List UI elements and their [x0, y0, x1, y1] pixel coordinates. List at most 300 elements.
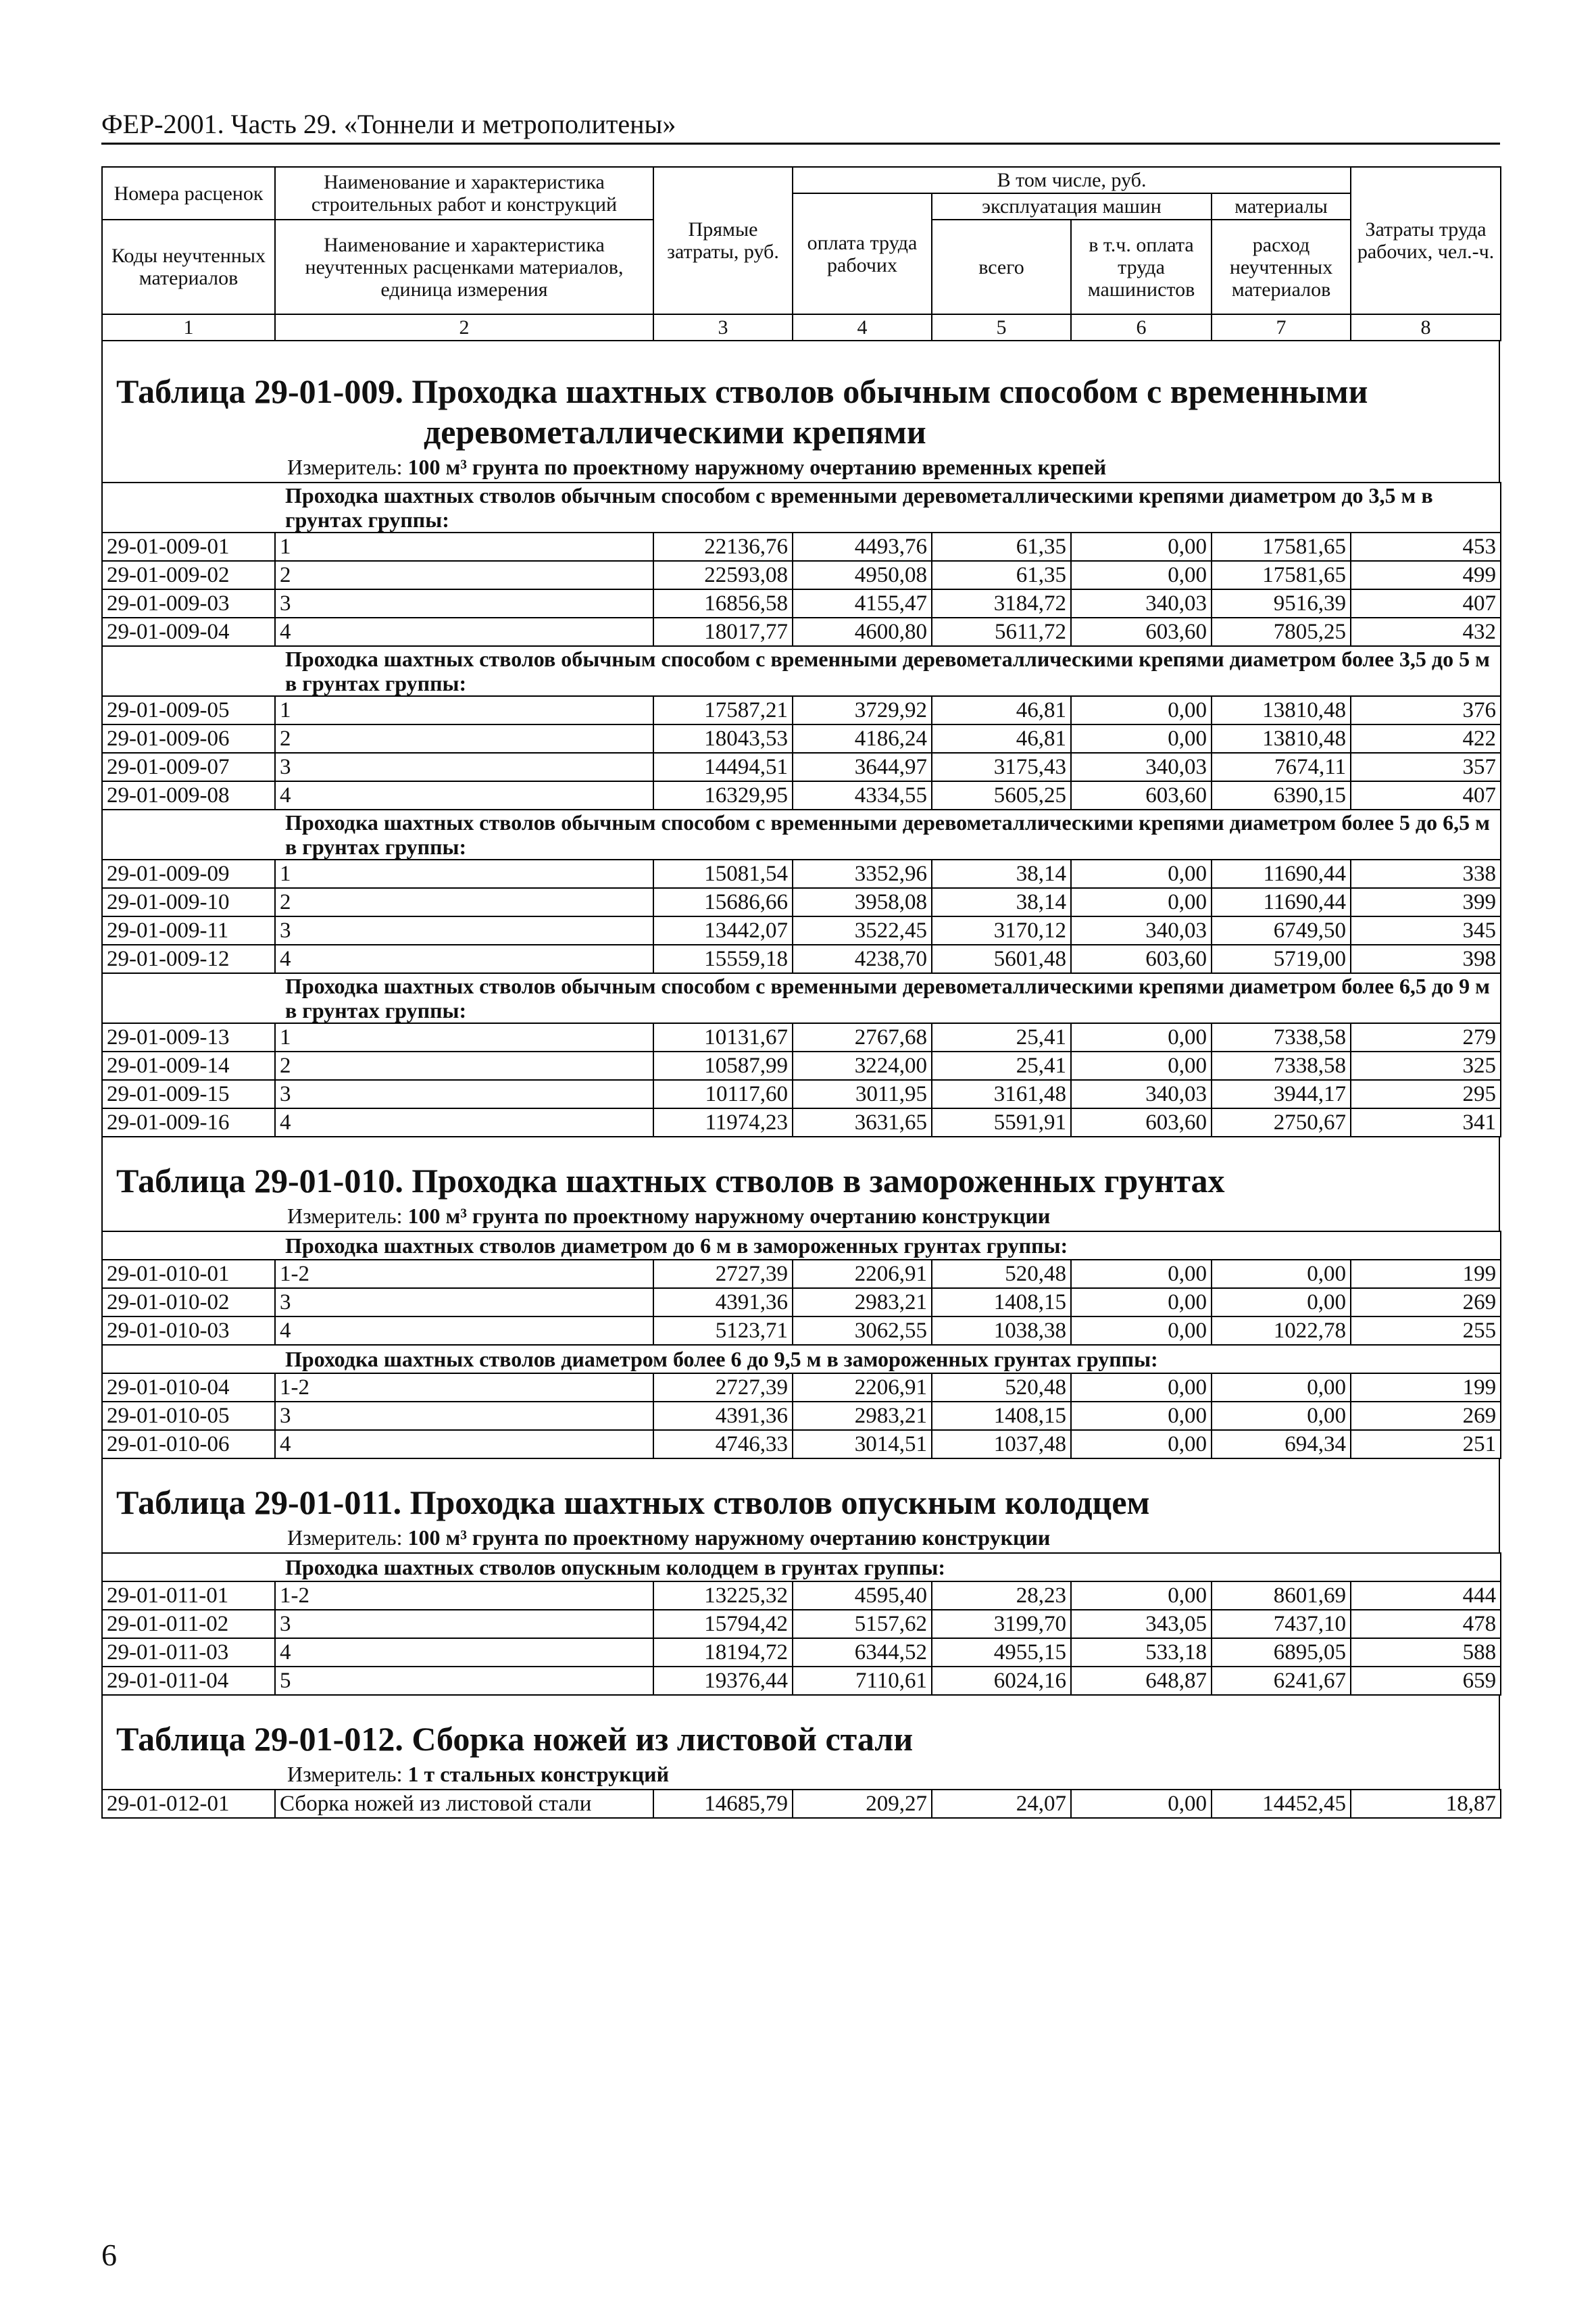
value-cell: 3958,08	[793, 888, 932, 916]
value-cell: 46,81	[932, 696, 1071, 724]
table-row	[102, 561, 1501, 589]
group-caption-row	[102, 1553, 1501, 1581]
value-cell: 15686,66	[653, 888, 793, 916]
value-cell: 0,00	[1071, 1316, 1212, 1345]
name-cell: 5	[275, 1667, 653, 1695]
rate-table-section	[101, 1137, 1500, 1231]
header-code-top: Номера расценок	[102, 167, 275, 220]
value-cell: 432	[1351, 618, 1501, 646]
measurement-unit	[103, 452, 1499, 482]
value-cell: 520,48	[932, 1260, 1071, 1288]
measurement-unit	[103, 1759, 1499, 1789]
value-cell: 603,60	[1071, 945, 1212, 973]
value-cell: 520,48	[932, 1373, 1071, 1402]
group-caption-row	[102, 810, 1501, 860]
value-cell: 4391,36	[653, 1288, 793, 1316]
table-row	[102, 1260, 1501, 1288]
value-cell: 343,05	[1071, 1610, 1212, 1638]
value-cell: 340,03	[1071, 589, 1212, 618]
value-cell: 1038,38	[932, 1316, 1071, 1345]
value-cell: 0,00	[1071, 888, 1212, 916]
name-cell: 4	[275, 781, 653, 810]
value-cell: 16329,95	[653, 781, 793, 810]
value-cell: 4493,76	[793, 533, 932, 561]
header-num: 7	[1212, 314, 1351, 341]
value-cell: 4391,36	[653, 1402, 793, 1430]
table-row	[102, 753, 1501, 781]
value-cell: 2727,39	[653, 1260, 793, 1288]
name-cell: 1	[275, 533, 653, 561]
name-cell: 2	[275, 561, 653, 589]
name-cell: 4	[275, 1430, 653, 1458]
value-cell: 6895,05	[1212, 1638, 1351, 1667]
measurement-value: 1 т стальных конструкций	[407, 1762, 670, 1786]
value-cell: 38,14	[932, 860, 1071, 888]
header-name-top: Наименование и характеристика строительных работ и конструкций	[275, 167, 653, 220]
value-cell: 533,18	[1071, 1638, 1212, 1667]
value-cell: 199	[1351, 1373, 1501, 1402]
value-cell: 340,03	[1071, 753, 1212, 781]
rate-code-cell: 29-01-009-08	[102, 781, 275, 810]
table-row	[102, 618, 1501, 646]
name-cell: 2	[275, 888, 653, 916]
group-caption-row	[102, 1231, 1501, 1260]
value-cell: 269	[1351, 1288, 1501, 1316]
name-cell: 3	[275, 1402, 653, 1430]
rate-code-cell: 29-01-009-05	[102, 696, 275, 724]
value-cell: 499	[1351, 561, 1501, 589]
measurement-label: Измеритель:	[287, 455, 408, 479]
value-cell: 4155,47	[793, 589, 932, 618]
page-number: 6	[101, 2238, 117, 2272]
group-caption: Проходка шахтных стволов обычным способом с временными деревометаллическими крепями диаметром более 3,5 до 5 м в грунтах группы:	[102, 646, 1501, 696]
value-cell: 2750,67	[1212, 1108, 1351, 1137]
value-cell: 4186,24	[793, 724, 932, 753]
value-cell: 478	[1351, 1610, 1501, 1638]
name-cell: 3	[275, 916, 653, 945]
value-cell: 340,03	[1071, 1080, 1212, 1108]
value-cell: 0,00	[1071, 1260, 1212, 1288]
value-cell: 3631,65	[793, 1108, 932, 1137]
value-cell: 5611,72	[932, 618, 1071, 646]
value-cell: 5157,62	[793, 1610, 932, 1638]
value-cell: 46,81	[932, 724, 1071, 753]
value-cell: 2727,39	[653, 1373, 793, 1402]
table-title-text: Таблица 29-01-010. Проходка шахтных стволов в замороженных грунтах	[116, 1162, 1225, 1200]
value-cell: 648,87	[1071, 1667, 1212, 1695]
rate-code-cell: 29-01-009-07	[102, 753, 275, 781]
value-cell: 4950,08	[793, 561, 932, 589]
value-cell: 4746,33	[653, 1430, 793, 1458]
name-cell: 2	[275, 724, 653, 753]
group-caption: Проходка шахтных стволов опускным колодцем в грунтах группы:	[102, 1553, 1501, 1581]
measurement-label: Измеритель:	[287, 1762, 408, 1786]
name-cell: 3	[275, 1610, 653, 1638]
running-head: ФЕР-2001. Часть 29. «Тоннели и метрополитены»	[101, 108, 1500, 145]
value-cell: 0,00	[1071, 1430, 1212, 1458]
rate-code-cell: 29-01-010-02	[102, 1288, 275, 1316]
value-cell: 7110,61	[793, 1667, 932, 1695]
value-cell: 4955,15	[932, 1638, 1071, 1667]
rate-code-cell: 29-01-010-05	[102, 1402, 275, 1430]
value-cell: 25,41	[932, 1023, 1071, 1052]
value-cell: 422	[1351, 724, 1501, 753]
rate-code-cell: 29-01-009-16	[102, 1108, 275, 1137]
value-cell: 279	[1351, 1023, 1501, 1052]
rate-code-cell: 29-01-009-03	[102, 589, 275, 618]
table-row	[102, 1667, 1501, 1695]
value-cell: 13810,48	[1212, 724, 1351, 753]
group-caption-row	[102, 646, 1501, 696]
value-cell: 199	[1351, 1260, 1501, 1288]
value-cell: 13225,32	[653, 1581, 793, 1610]
name-cell: 1-2	[275, 1260, 653, 1288]
name-cell: 4	[275, 945, 653, 973]
value-cell: 7338,58	[1212, 1052, 1351, 1080]
name-cell: 3	[275, 589, 653, 618]
name-cell: 1-2	[275, 1581, 653, 1610]
value-cell: 0,00	[1071, 696, 1212, 724]
name-cell: 3	[275, 1288, 653, 1316]
rate-code-cell: 29-01-009-11	[102, 916, 275, 945]
name-cell: 2	[275, 1052, 653, 1080]
value-cell: 7674,11	[1212, 753, 1351, 781]
value-cell: 3184,72	[932, 589, 1071, 618]
value-cell: 0,00	[1071, 1373, 1212, 1402]
header-materials: материалы	[1212, 193, 1351, 220]
value-cell: 3644,97	[793, 753, 932, 781]
value-cell: 3522,45	[793, 916, 932, 945]
value-cell: 407	[1351, 589, 1501, 618]
value-cell: 0,00	[1071, 1023, 1212, 1052]
value-cell: 340,03	[1071, 916, 1212, 945]
value-cell: 5591,91	[932, 1108, 1071, 1137]
value-cell: 7338,58	[1212, 1023, 1351, 1052]
value-cell: 0,00	[1212, 1402, 1351, 1430]
rate-table	[101, 1789, 1501, 1819]
value-cell: 17581,65	[1212, 533, 1351, 561]
value-cell: 603,60	[1071, 618, 1212, 646]
group-caption: Проходка шахтных стволов диаметром более 6 до 9,5 м в замороженных грунтах группы:	[102, 1345, 1501, 1373]
value-cell: 659	[1351, 1667, 1501, 1695]
rate-code-cell: 29-01-009-01	[102, 533, 275, 561]
measurement-value: 100 м³ грунта по проектному наружному очертанию конструкции	[407, 1525, 1051, 1550]
table-row	[102, 1080, 1501, 1108]
value-cell: 0,00	[1071, 561, 1212, 589]
measurement-unit	[103, 1523, 1499, 1552]
value-cell: 341	[1351, 1108, 1501, 1137]
value-cell: 22593,08	[653, 561, 793, 589]
measurement-unit	[103, 1201, 1499, 1231]
measurement-label: Измеритель:	[287, 1525, 408, 1550]
group-caption: Проходка шахтных стволов обычным способом с временными деревометаллическими крепями диаметром до 3,5 м в грунтах группы:	[102, 483, 1501, 533]
group-caption-row	[102, 483, 1501, 533]
value-cell: 453	[1351, 533, 1501, 561]
rate-code-cell: 29-01-011-03	[102, 1638, 275, 1667]
value-cell: 0,00	[1071, 1402, 1212, 1430]
table-row	[102, 1373, 1501, 1402]
value-cell: 1022,78	[1212, 1316, 1351, 1345]
value-cell: 5123,71	[653, 1316, 793, 1345]
header-num: 2	[275, 314, 653, 341]
table-row	[102, 860, 1501, 888]
value-cell: 4595,40	[793, 1581, 932, 1610]
rate-code-cell: 29-01-011-04	[102, 1667, 275, 1695]
value-cell: 0,00	[1071, 1052, 1212, 1080]
header-including: В том числе, руб.	[793, 167, 1351, 193]
value-cell: 9516,39	[1212, 589, 1351, 618]
rate-code-cell: 29-01-009-10	[102, 888, 275, 916]
name-cell: 4	[275, 1638, 653, 1667]
value-cell: 6344,52	[793, 1638, 932, 1667]
value-cell: 13442,07	[653, 916, 793, 945]
column-header-table	[101, 166, 1501, 341]
value-cell: 61,35	[932, 561, 1071, 589]
value-cell: 11690,44	[1212, 888, 1351, 916]
value-cell: 407	[1351, 781, 1501, 810]
table-row	[102, 1610, 1501, 1638]
value-cell: 0,00	[1212, 1260, 1351, 1288]
table-row	[102, 916, 1501, 945]
table-row	[102, 1316, 1501, 1345]
value-cell: 3729,92	[793, 696, 932, 724]
table-row	[102, 888, 1501, 916]
value-cell: 5719,00	[1212, 945, 1351, 973]
value-cell: 399	[1351, 888, 1501, 916]
value-cell: 0,00	[1071, 1790, 1212, 1818]
rate-table-section	[101, 1459, 1500, 1552]
value-cell: 8601,69	[1212, 1581, 1351, 1610]
value-cell: 209,27	[793, 1790, 932, 1818]
value-cell: 345	[1351, 916, 1501, 945]
value-cell: 28,23	[932, 1581, 1071, 1610]
rate-code-cell: 29-01-010-03	[102, 1316, 275, 1345]
value-cell: 15794,42	[653, 1610, 793, 1638]
group-caption-row	[102, 1345, 1501, 1373]
name-cell: Сборка ножей из листовой стали	[275, 1790, 653, 1818]
header-labor: Затраты труда рабочих, чел.-ч.	[1351, 167, 1501, 314]
table-title	[103, 371, 1499, 452]
value-cell: 2983,21	[793, 1288, 932, 1316]
value-cell: 1408,15	[932, 1288, 1071, 1316]
value-cell: 603,60	[1071, 1108, 1212, 1137]
value-cell: 15081,54	[653, 860, 793, 888]
value-cell: 398	[1351, 945, 1501, 973]
value-cell: 4600,80	[793, 618, 932, 646]
value-cell: 3062,55	[793, 1316, 932, 1345]
value-cell: 1408,15	[932, 1402, 1071, 1430]
tables-container	[101, 341, 1500, 1819]
value-cell: 0,00	[1071, 533, 1212, 561]
value-cell: 3175,43	[932, 753, 1071, 781]
group-caption: Проходка шахтных стволов обычным способом с временными деревометаллическими крепями диаметром более 6,5 до 9 м в грунтах группы:	[102, 973, 1501, 1023]
value-cell: 4334,55	[793, 781, 932, 810]
value-cell: 18,87	[1351, 1790, 1501, 1818]
value-cell: 17587,21	[653, 696, 793, 724]
value-cell: 5601,48	[932, 945, 1071, 973]
rate-code-cell: 29-01-011-01	[102, 1581, 275, 1610]
value-cell: 18043,53	[653, 724, 793, 753]
rate-code-cell: 29-01-009-13	[102, 1023, 275, 1052]
table-row	[102, 589, 1501, 618]
value-cell: 38,14	[932, 888, 1071, 916]
value-cell: 18017,77	[653, 618, 793, 646]
value-cell: 14685,79	[653, 1790, 793, 1818]
header-num: 1	[102, 314, 275, 341]
value-cell: 2767,68	[793, 1023, 932, 1052]
value-cell: 3352,96	[793, 860, 932, 888]
rate-code-cell: 29-01-010-04	[102, 1373, 275, 1402]
name-cell: 4	[275, 1316, 653, 1345]
value-cell: 376	[1351, 696, 1501, 724]
name-cell: 1	[275, 1023, 653, 1052]
value-cell: 3011,95	[793, 1080, 932, 1108]
value-cell: 0,00	[1071, 860, 1212, 888]
table-row	[102, 945, 1501, 973]
group-caption-row	[102, 973, 1501, 1023]
table-row	[102, 1108, 1501, 1137]
table-row	[102, 1288, 1501, 1316]
value-cell: 6749,50	[1212, 916, 1351, 945]
value-cell: 2983,21	[793, 1402, 932, 1430]
table-row	[102, 1638, 1501, 1667]
rate-table	[101, 1552, 1501, 1696]
name-cell: 3	[275, 1080, 653, 1108]
value-cell: 0,00	[1071, 1288, 1212, 1316]
table-row	[102, 781, 1501, 810]
value-cell: 3199,70	[932, 1610, 1071, 1638]
value-cell: 17581,65	[1212, 561, 1351, 589]
header-machines-wages: в т.ч. оплата труда машинистов	[1071, 220, 1212, 314]
value-cell: 2206,91	[793, 1373, 932, 1402]
value-cell: 255	[1351, 1316, 1501, 1345]
value-cell: 325	[1351, 1052, 1501, 1080]
value-cell: 694,34	[1212, 1430, 1351, 1458]
header-name-bottom: Наименование и характеристика неучтенных расценками материалов, единица измерения	[275, 220, 653, 314]
value-cell: 61,35	[932, 533, 1071, 561]
rate-table-section	[101, 341, 1500, 482]
value-cell: 588	[1351, 1638, 1501, 1667]
rate-code-cell: 29-01-012-01	[102, 1790, 275, 1818]
name-cell: 3	[275, 753, 653, 781]
measurement-value: 100 м³ грунта по проектному наружному очертанию конструкции	[407, 1204, 1051, 1228]
value-cell: 11690,44	[1212, 860, 1351, 888]
table-row	[102, 1790, 1501, 1818]
value-cell: 3944,17	[1212, 1080, 1351, 1108]
header-wages: оплата труда рабочих	[793, 193, 932, 314]
rate-code-cell: 29-01-009-09	[102, 860, 275, 888]
table-row	[102, 1430, 1501, 1458]
value-cell: 10587,99	[653, 1052, 793, 1080]
rate-table-section	[101, 1696, 1500, 1789]
name-cell: 4	[275, 618, 653, 646]
measurement-label: Измеритель:	[287, 1204, 408, 1228]
value-cell: 0,00	[1071, 724, 1212, 753]
table-row	[102, 1402, 1501, 1430]
value-cell: 6390,15	[1212, 781, 1351, 810]
table-title-text: Таблица 29-01-009. Проходка шахтных стволов обычным способом с временными	[116, 372, 1368, 410]
rate-code-cell: 29-01-010-01	[102, 1260, 275, 1288]
value-cell: 7805,25	[1212, 618, 1351, 646]
rate-code-cell: 29-01-010-06	[102, 1430, 275, 1458]
value-cell: 14452,45	[1212, 1790, 1351, 1818]
table-title	[103, 1482, 1499, 1523]
value-cell: 295	[1351, 1080, 1501, 1108]
value-cell: 13810,48	[1212, 696, 1351, 724]
rate-code-cell: 29-01-009-15	[102, 1080, 275, 1108]
table-row	[102, 1023, 1501, 1052]
value-cell: 14494,51	[653, 753, 793, 781]
value-cell: 11974,23	[653, 1108, 793, 1137]
value-cell: 0,00	[1212, 1288, 1351, 1316]
rate-code-cell: 29-01-011-02	[102, 1610, 275, 1638]
name-cell: 4	[275, 1108, 653, 1137]
value-cell: 357	[1351, 753, 1501, 781]
value-cell: 338	[1351, 860, 1501, 888]
table-title-continuation: деревометаллическими крепями	[424, 413, 926, 451]
value-cell: 5605,25	[932, 781, 1071, 810]
rate-code-cell: 29-01-009-12	[102, 945, 275, 973]
value-cell: 603,60	[1071, 781, 1212, 810]
value-cell: 15559,18	[653, 945, 793, 973]
value-cell: 3224,00	[793, 1052, 932, 1080]
value-cell: 2206,91	[793, 1260, 932, 1288]
header-direct-costs: Прямые затраты, руб.	[653, 167, 793, 314]
header-num: 6	[1071, 314, 1212, 341]
value-cell: 3014,51	[793, 1430, 932, 1458]
rate-table	[101, 482, 1501, 1137]
value-cell: 0,00	[1212, 1373, 1351, 1402]
value-cell: 25,41	[932, 1052, 1071, 1080]
table-row	[102, 1052, 1501, 1080]
value-cell: 6024,16	[932, 1667, 1071, 1695]
name-cell: 1-2	[275, 1373, 653, 1402]
table-row	[102, 1581, 1501, 1610]
table-row	[102, 724, 1501, 753]
header-num: 5	[932, 314, 1071, 341]
header-machines: эксплуатация машин	[932, 193, 1212, 220]
measurement-value: 100 м³ грунта по проектному наружному очертанию временных крепей	[407, 455, 1107, 479]
value-cell: 4238,70	[793, 945, 932, 973]
rate-code-cell: 29-01-009-04	[102, 618, 275, 646]
table-title-text: Таблица 29-01-012. Сборка ножей из листовой стали	[116, 1720, 914, 1758]
table-row	[102, 696, 1501, 724]
value-cell: 24,07	[932, 1790, 1071, 1818]
value-cell: 269	[1351, 1402, 1501, 1430]
value-cell: 22136,76	[653, 533, 793, 561]
rate-table	[101, 1231, 1501, 1459]
group-caption: Проходка шахтных стволов диаметром до 6 м в замороженных грунтах группы:	[102, 1231, 1501, 1260]
value-cell: 10117,60	[653, 1080, 793, 1108]
value-cell: 10131,67	[653, 1023, 793, 1052]
rate-code-cell: 29-01-009-14	[102, 1052, 275, 1080]
value-cell: 251	[1351, 1430, 1501, 1458]
value-cell: 1037,48	[932, 1430, 1071, 1458]
value-cell: 0,00	[1071, 1581, 1212, 1610]
rate-code-cell: 29-01-009-02	[102, 561, 275, 589]
value-cell: 3161,48	[932, 1080, 1071, 1108]
document-page	[101, 108, 1500, 1819]
table-title	[103, 1160, 1499, 1201]
header-materials-unaccounted: расход неучтенных материалов	[1212, 220, 1351, 314]
header-num: 4	[793, 314, 932, 341]
value-cell: 16856,58	[653, 589, 793, 618]
value-cell: 6241,67	[1212, 1667, 1351, 1695]
value-cell: 444	[1351, 1581, 1501, 1610]
rate-code-cell: 29-01-009-06	[102, 724, 275, 753]
header-num: 8	[1351, 314, 1501, 341]
header-num: 3	[653, 314, 793, 341]
